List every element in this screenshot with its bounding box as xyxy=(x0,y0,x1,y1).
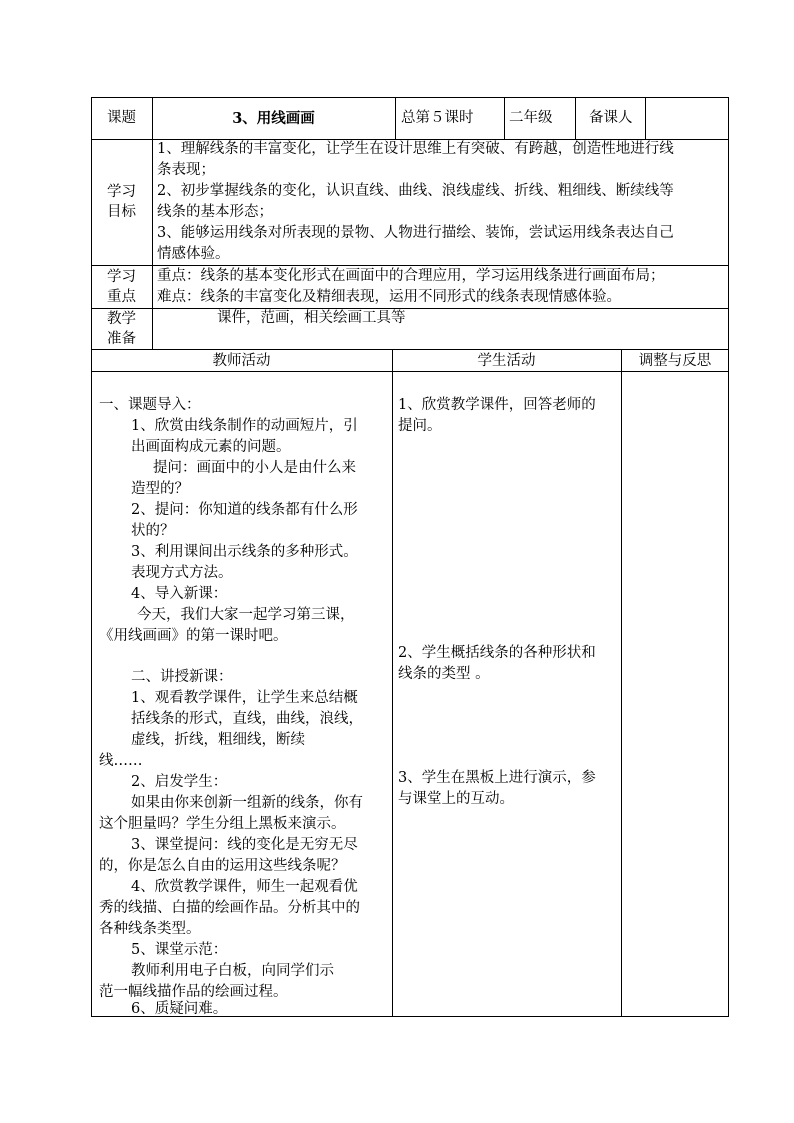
row-divider xyxy=(91,349,729,350)
objective-line: 1、理解线条的丰富变化，让学生在设计思维上有突破、有跨越，创造性地进行线 xyxy=(157,141,674,157)
teacher-line: 状的？ xyxy=(131,523,175,539)
teacher-line: 秀的线描、白描的绘画作品。分析其中的 xyxy=(99,900,360,916)
teacher-line: 范一幅线描作品的绘画过程。 xyxy=(99,984,288,1000)
teacher-line: 《用线画画》的第一课时吧。 xyxy=(99,628,288,644)
teacher-line: 5、课堂示范： xyxy=(131,942,228,958)
teacher-line: 造型的？ xyxy=(131,481,189,497)
teacher-line: 出画面构成元素的问题。 xyxy=(131,439,291,455)
teacher-line: 各种线条类型。 xyxy=(99,921,201,937)
teacher-line: 二、讲授新课： xyxy=(131,669,233,685)
teacher-line: 教师利用电子白板，向同学们示 xyxy=(131,963,334,979)
teacher-line: 3、课堂提问：线的变化是无穷无尽 xyxy=(131,837,358,853)
lesson-title: 3、用线画画 xyxy=(232,110,315,127)
student-line: 与课堂上的互动。 xyxy=(398,791,514,807)
reflection-header: 调整与反思 xyxy=(638,353,712,369)
prep-label xyxy=(91,309,152,349)
student-line: 线条的类型 。 xyxy=(398,666,490,682)
preparer-label: 备课人 xyxy=(589,110,633,126)
teacher-line: 提问：画面中的小人是由什么来 xyxy=(153,460,356,476)
grade: 二年级 xyxy=(509,110,553,126)
col-divider xyxy=(621,349,622,1017)
prep-label-line: 准备 xyxy=(107,331,136,347)
prep-label-line: 教学 xyxy=(107,311,136,327)
teacher-line: 1、欣赏由线条制作的动画短片，引 xyxy=(131,418,358,434)
objective-line: 3、能够运用线条对所表现的景物、人物进行描绘、装饰，尝试运用线条表达自己 xyxy=(157,225,674,241)
teacher-line: 表现方式方法。 xyxy=(131,565,233,581)
student-line: 3、学生在黑板上进行演示，参 xyxy=(398,770,596,786)
teacher-line: 1、观看教学课件，让学生来总结概 xyxy=(131,690,358,706)
teacher-line: 2、启发学生： xyxy=(131,774,228,790)
focus-label-line: 重点 xyxy=(107,289,136,305)
col-divider xyxy=(504,97,505,139)
objectives-label xyxy=(91,182,152,222)
student-activity-header: 学生活动 xyxy=(477,353,536,369)
objective-line: 情感体验。 xyxy=(157,246,230,262)
col-divider xyxy=(575,97,576,139)
teacher-line: 线…… xyxy=(99,753,143,769)
objective-line: 2、初步掌握线条的变化，认识直线、曲线、浪线虚线、折线、粗细线、断续线等 xyxy=(157,183,674,199)
teacher-line: 的，你是怎么自由的运用这些线条呢？ xyxy=(99,858,346,874)
student-line: 2、学生概括线条的各种形状和 xyxy=(398,645,596,661)
focus-label-line: 学习 xyxy=(107,269,136,285)
student-line: 1、欣赏教学课件，回答老师的 xyxy=(398,397,596,413)
lesson-plan-table xyxy=(91,97,729,1017)
teacher-line: 4、欣赏教学课件，师生一起观看优 xyxy=(131,879,358,895)
row-divider xyxy=(91,371,729,372)
teacher-activity-header: 教师活动 xyxy=(212,353,271,369)
teacher-line: 2、提问：你知道的线条都有什么形 xyxy=(131,502,358,518)
objectives-label-line: 目标 xyxy=(107,204,136,220)
focus-label xyxy=(91,267,152,307)
teacher-line: 括线条的形式，直线，曲线，浪线， xyxy=(131,711,363,727)
objective-line: 线条的基本形态； xyxy=(157,204,273,220)
col-divider xyxy=(152,97,153,349)
lesson-number: 总第５课时 xyxy=(401,110,474,126)
teacher-line: 如果由你来创新一组新的线条，你有 xyxy=(131,795,363,811)
focus-key-point: 重点：线条的基本变化形式在画面中的合理应用，学习运用线条进行画面布局； xyxy=(157,268,665,284)
objective-line: 条表现； xyxy=(157,162,215,178)
teacher-line: 6、质疑问难。 xyxy=(131,1001,228,1017)
teacher-line: 4、导入新课： xyxy=(131,586,228,602)
teacher-line: 一、课题导入： xyxy=(99,397,201,413)
teacher-line: 3、利用课间出示线条的多种形式。 xyxy=(131,544,358,560)
col-divider xyxy=(395,97,396,139)
prep-text: 课件，范画，相关绘画工具等 xyxy=(217,310,406,326)
teacher-line: 虚线，折线，粗细线，断续 xyxy=(131,732,305,748)
focus-difficulty: 难点：线条的丰富变化及精细表现，运用不同形式的线条表现情感体验。 xyxy=(157,289,621,305)
col-divider xyxy=(645,97,646,139)
col-divider xyxy=(392,349,393,1017)
topic-label: 课题 xyxy=(107,110,136,126)
student-line: 提问。 xyxy=(398,418,442,434)
teacher-line: 今天，我们大家一起学习第三课， xyxy=(137,607,355,623)
teacher-line: 这个胆量吗？学生分组上黑板来演示。 xyxy=(99,816,346,832)
objectives-label-line: 学习 xyxy=(107,184,136,200)
